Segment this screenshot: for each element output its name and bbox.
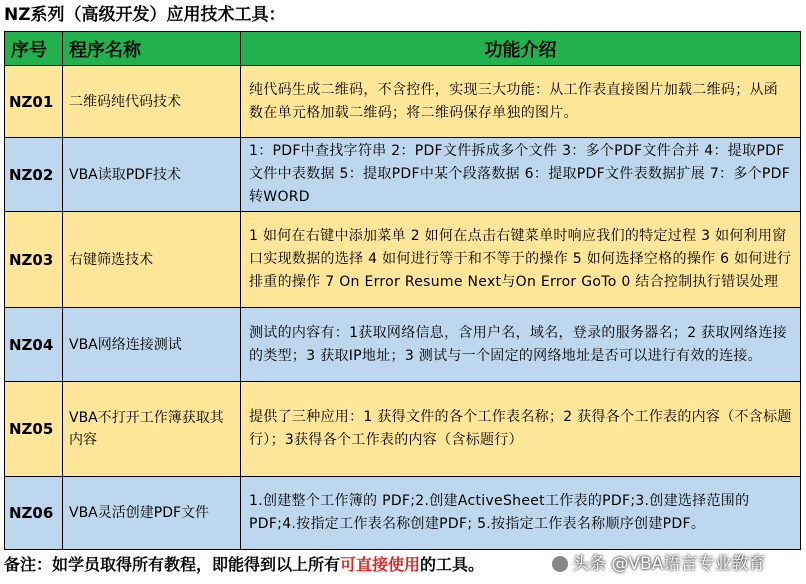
table-row — [5, 308, 801, 382]
header-id: 序号 — [5, 32, 63, 66]
watermark — [552, 552, 765, 576]
table-row — [5, 212, 801, 308]
watermark-logo-icon — [552, 556, 568, 572]
row-name: 右键筛选技术 — [63, 212, 241, 308]
row-name: VBA灵活创建PDF文件 — [63, 477, 241, 550]
header-desc: 功能介绍 — [241, 32, 801, 66]
row-desc: 提供了三种应用：1 获得文件的各个工作表名称；2 获得各个工作表的内容（不含标题行）；3获得各个工作表的内容（含标题行） — [241, 382, 801, 477]
row-id: NZ01 — [5, 66, 63, 138]
row-name: VBA读取PDF技术 — [63, 138, 241, 212]
row-id: NZ03 — [5, 212, 63, 308]
row-id: NZ06 — [5, 477, 63, 550]
footnote-suffix: 的工具。 — [420, 555, 485, 574]
row-name: VBA网络连接测试 — [63, 308, 241, 382]
footnote — [4, 551, 484, 579]
row-desc: 测试的内容有：1获取网络信息，含用户名，域名，登录的服务器名；2 获取网络连接的类型；3 获取IP地址；3 测试与一个固定的网络地址是否可以进行有效的连接。 — [241, 308, 801, 382]
footnote-highlight: 可直接使用 — [340, 555, 421, 574]
watermark-text: 头条 @VBA语言专业教育 — [572, 554, 766, 574]
table-row — [5, 477, 801, 550]
row-id: NZ05 — [5, 382, 63, 477]
table-row — [5, 66, 801, 138]
row-desc: 1：PDF中查找字符串 2：PDF文件拆成多个文件 3：多个PDF文件合并 4：提取PDF文件中表数据 5：提取PDF中某个段落数据 6：提取PDF文件表数据扩展 7：多个PDF转WORD — [241, 138, 801, 212]
row-name: VBA不打开工作簿获取其内容 — [63, 382, 241, 477]
page-title: NZ系列（高级开发）应用技术工具： — [4, 5, 286, 25]
header-name: 程序名称 — [63, 32, 241, 66]
table-row — [5, 138, 801, 212]
footnote-prefix: 备注：如学员取得所有教程，即能得到以上所有 — [4, 555, 341, 574]
row-name: 二维码纯代码技术 — [63, 66, 241, 138]
table-row — [5, 382, 801, 477]
row-id: NZ02 — [5, 138, 63, 212]
row-desc: 1.创建整个工作簿的 PDF;2.创建ActiveSheet工作表的PDF;3.创建选择范围的PDF;4.按指定工作表名称创建PDF; 5.按指定工作表名称顺序创建PDF。 — [241, 477, 801, 550]
row-desc: 纯代码生成二维码，不含控件，实现三大功能：从工作表直接图片加载二维码；从函数在单元格加载二维码；将二维码保存单独的图片。 — [241, 66, 801, 138]
row-id: NZ04 — [5, 308, 63, 382]
table-header-row — [5, 32, 801, 66]
row-desc: 1 如何在右键中添加菜单 2 如何在点击右键菜单时响应我们的特定过程 3 如何利用窗口实现数据的选择 4 如何进行等于和不等于的操作 5 如何选择空格的操作 6 如何进行排重的操作 7 On Error Resume Next与On Error GoTo 0 结合控制执行错误处理 — [241, 212, 801, 308]
tools-table — [4, 31, 801, 550]
